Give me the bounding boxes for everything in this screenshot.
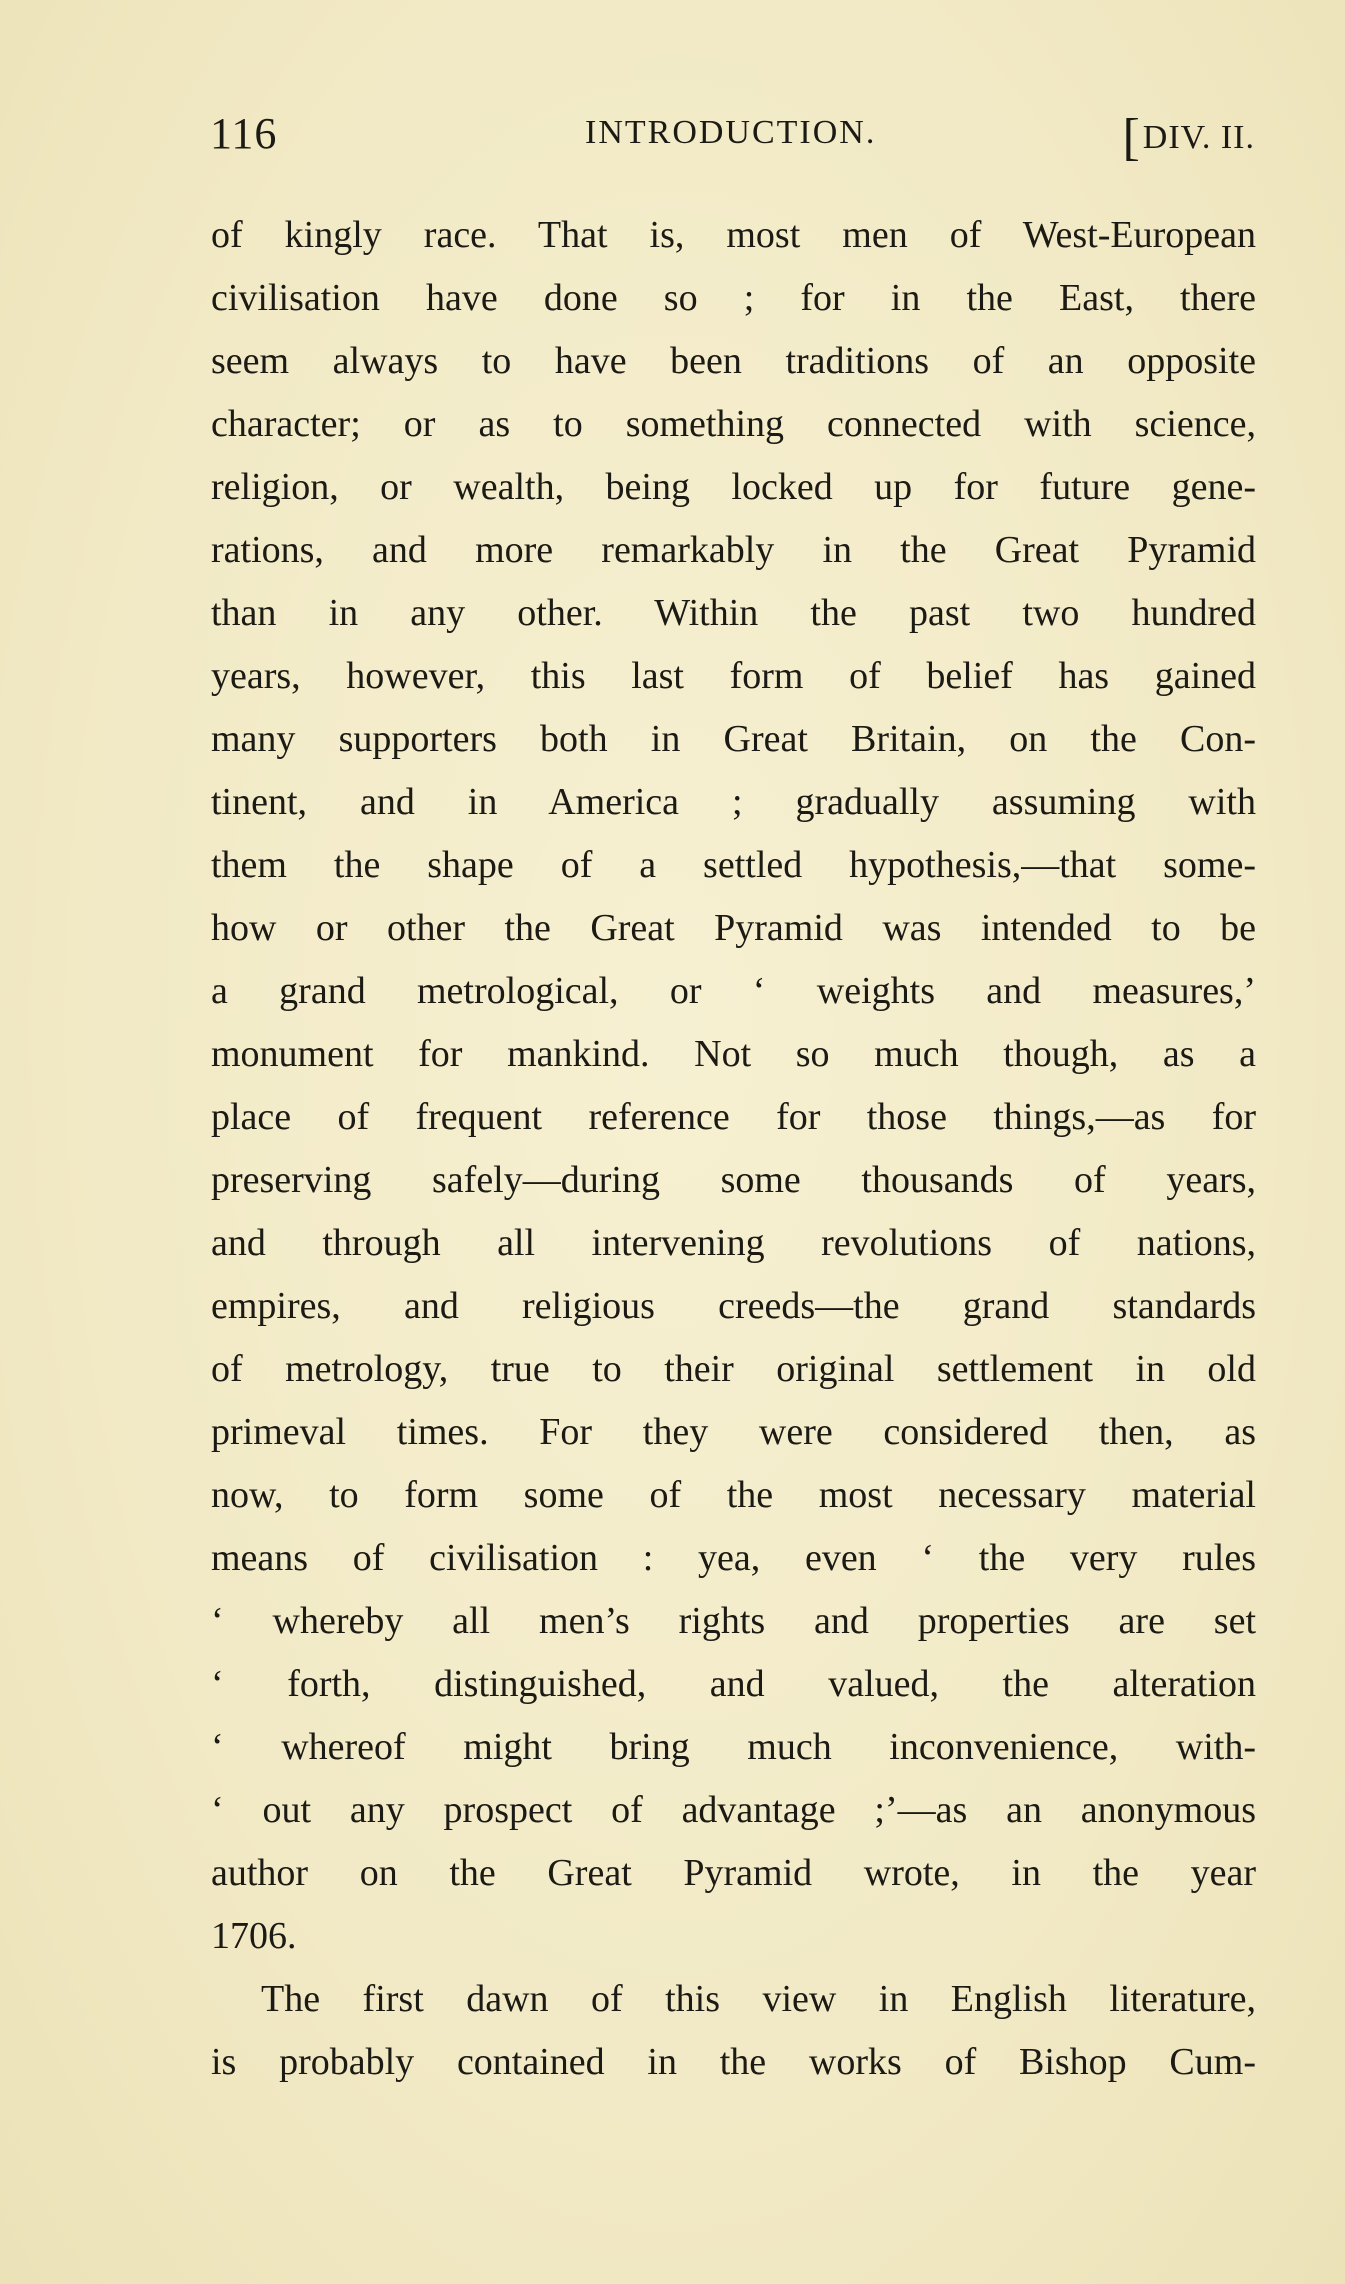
text-line: civilisation have done so ; for in the East, there (211, 277, 1256, 319)
division-marker (1122, 108, 1255, 167)
text-line: years, however, this last form of belief has gained (211, 655, 1256, 697)
text-line: empires, and religious creeds—the grand standards (211, 1285, 1256, 1327)
text-line: how or other the Great Pyramid was intended to be (211, 907, 1256, 949)
text-line: 1706. (211, 1915, 297, 1957)
text-line: and through all intervening revolutions of nations, (211, 1222, 1256, 1264)
text-line: seem always to have been traditions of an opposite (211, 340, 1256, 382)
text-line: character; or as to something connected with science, (211, 403, 1256, 445)
text-line: tinent, and in America ; gradually assuming with (211, 781, 1256, 823)
text-line: means of civilisation : yea, even ‘ the very rules (211, 1537, 1256, 1579)
text-line: The first dawn of this view in English literature, (261, 1978, 1256, 2020)
paragraph-2 (211, 1968, 1256, 2094)
text-line: many supporters both in Great Britain, on the Con- (211, 718, 1256, 760)
paragraph-1 (211, 204, 1256, 1968)
text-line: them the shape of a settled hypothesis,—that some- (211, 844, 1256, 886)
text-line: primeval times. For they were considered then, as (211, 1411, 1256, 1453)
text-line: rations, and more remarkably in the Great Pyramid (211, 529, 1256, 571)
text-line: is probably contained in the works of Bishop Cum- (211, 2041, 1256, 2083)
text-line: author on the Great Pyramid wrote, in the year (211, 1852, 1256, 1894)
text-line: of metrology, true to their original settlement in old (211, 1348, 1256, 1390)
text-line: of kingly race. That is, most men of West-European (211, 214, 1256, 256)
text-line: than in any other. Within the past two hundred (211, 592, 1256, 634)
body-text (211, 204, 1256, 2094)
division-label: DIV. II. (1142, 119, 1255, 156)
running-title: INTRODUCTION. (585, 114, 877, 151)
text-line: place of frequent reference for those things,—as for (211, 1096, 1256, 1138)
text-line: ‘ whereof might bring much inconvenience, with- (211, 1726, 1256, 1768)
text-line: ‘ forth, distinguished, and valued, the alteration (211, 1663, 1256, 1705)
text-line: preserving safely—during some thousands of years, (211, 1159, 1256, 1201)
text-line: religion, or wealth, being locked up for future gene- (211, 466, 1256, 508)
running-head (210, 108, 1255, 168)
text-line: ‘ out any prospect of advantage ;’—as an anonymous (211, 1789, 1256, 1831)
page-number: 116 (210, 109, 278, 158)
division-bracket: [ (1122, 109, 1141, 166)
text-line: monument for mankind. Not so much though, as a (211, 1033, 1256, 1075)
text-line: a grand metrological, or ‘ weights and measures,’ (211, 970, 1256, 1012)
text-line: ‘ whereby all men’s rights and properties are set (211, 1600, 1256, 1642)
text-line: now, to form some of the most necessary material (211, 1474, 1256, 1516)
